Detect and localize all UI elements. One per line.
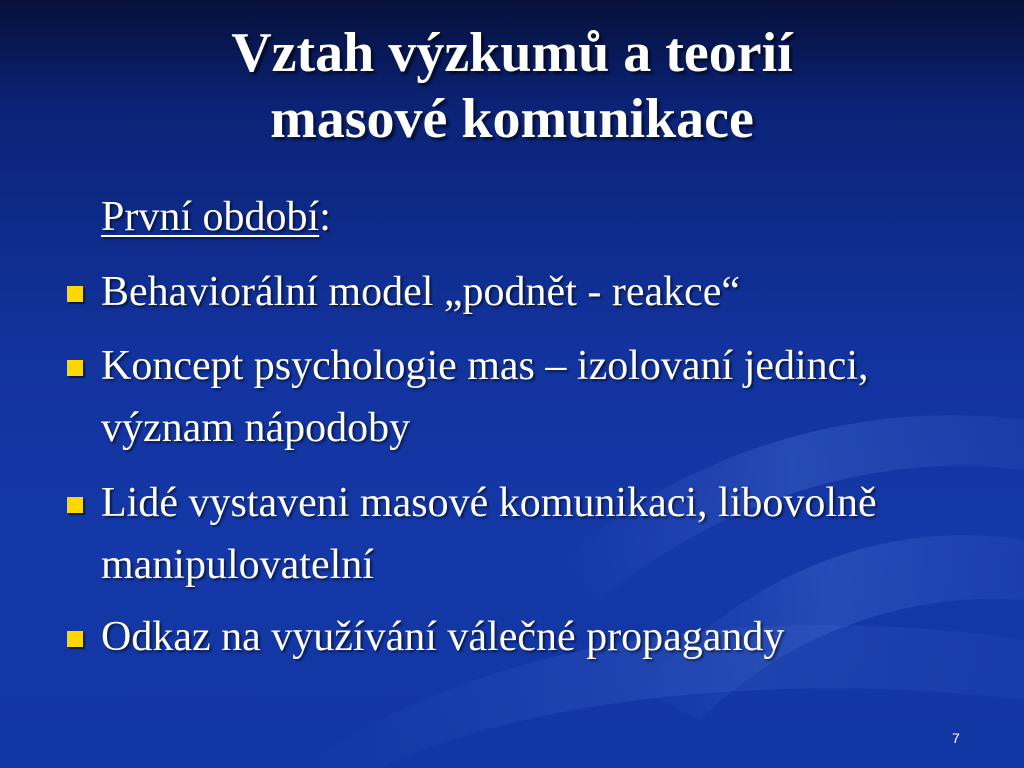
- section-subheading-colon: :: [319, 194, 331, 240]
- square-bullet-icon: [67, 360, 83, 376]
- bullet-text: Behaviorální model „podnět - reakce“: [101, 269, 741, 315]
- square-bullet-icon: [67, 286, 83, 302]
- bullet-text: Odkaz na využívání válečné propagandy: [101, 614, 785, 660]
- bullet-text: Koncept psychologie mas – izolovaní jedinci, význam nápodoby: [101, 343, 869, 451]
- square-bullet-icon: [67, 631, 83, 647]
- square-bullet-icon: [67, 497, 83, 513]
- section-subheading-label: První období: [101, 194, 320, 240]
- slide-page-number: 7: [952, 730, 960, 746]
- bullet-text: Lidé vystaveni masové komunikaci, libovolně manipulovatelní: [101, 480, 877, 588]
- slide-title-line-2: masové komunikace: [270, 88, 754, 150]
- slide-title-line-1: Vztah výzkumů a teorií: [231, 22, 793, 84]
